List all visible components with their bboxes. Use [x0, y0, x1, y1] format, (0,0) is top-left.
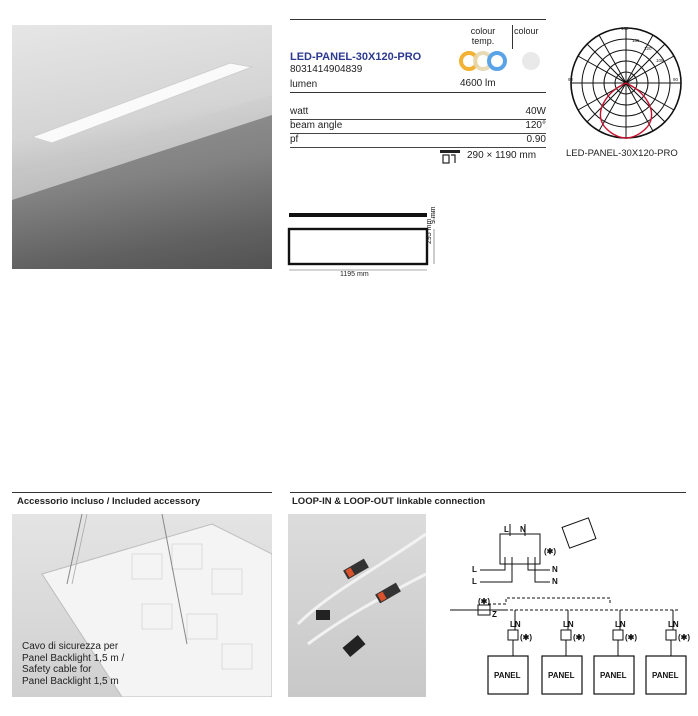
- wire-label: N: [520, 525, 526, 534]
- lumen-value: 4600 lm: [460, 78, 496, 89]
- dim-height: 295 mm: [426, 218, 433, 244]
- recessed-mount-icon: [440, 148, 460, 166]
- ln-label: LN: [668, 620, 679, 629]
- polar-diagram: [566, 22, 686, 144]
- panel-label: PANEL: [652, 671, 679, 680]
- star-label: (✱): [520, 633, 533, 642]
- header-divider: [512, 25, 513, 49]
- star-label: (✱): [478, 597, 491, 606]
- accessory-title: Accessorio incluso / Included accessory: [17, 496, 201, 507]
- product-name: LED-PANEL-30X120-PRO: [290, 51, 422, 63]
- connector-photo: [288, 514, 426, 697]
- dim-depth: 9 mm: [430, 206, 437, 224]
- star-label: (✱): [544, 547, 557, 556]
- wire-label: L: [504, 525, 509, 534]
- polar-label: 120: [644, 46, 652, 51]
- section-rule-right: [290, 492, 686, 493]
- spec-value: 120°: [525, 120, 546, 131]
- product-code: 8031414904839: [290, 64, 363, 75]
- panel-label: PANEL: [600, 671, 627, 680]
- spec-label: pf: [290, 134, 299, 145]
- spec-value: 40W: [525, 106, 546, 117]
- ln-label: LN: [563, 620, 574, 629]
- z-label: Z: [492, 610, 497, 619]
- size-text: 290 × 1190 mm: [467, 150, 537, 161]
- colour-white-icon: [520, 50, 542, 72]
- header-bottom-rule: [290, 92, 546, 93]
- polar-label: 180: [621, 26, 629, 31]
- star-label: (✱): [625, 633, 638, 642]
- polar-label: 135: [632, 38, 640, 43]
- spec-value: 0.90: [526, 134, 546, 145]
- lumen-label: lumen: [290, 79, 318, 90]
- polar-label: 90: [673, 77, 679, 82]
- spec-label: watt: [290, 106, 309, 117]
- product-photo: [12, 25, 272, 269]
- star-label: (✱): [678, 633, 690, 642]
- section-rule-left: [12, 492, 272, 493]
- spec-row-beam-angle: [290, 120, 546, 134]
- panel-label: PANEL: [548, 671, 575, 680]
- panel-label: PANEL: [494, 671, 521, 680]
- wire-label: N: [552, 565, 558, 574]
- polar-caption: LED-PANEL-30X120-PRO: [566, 148, 678, 159]
- ln-label: LN: [510, 620, 521, 629]
- wire-label: L: [472, 565, 477, 574]
- wire-label: N: [552, 577, 558, 586]
- spec-label: beam angle: [290, 120, 343, 131]
- star-label: (✱): [573, 633, 586, 642]
- ln-label: LN: [615, 620, 626, 629]
- polar-label: 105: [656, 58, 664, 63]
- accessory-caption: Cavo di sicurezza per Panel Backlight 1,5 m / Safety cable for Panel Backlight 1,5 m: [22, 641, 125, 687]
- top-rule: [290, 19, 546, 20]
- colour-temp-icon: [458, 50, 510, 72]
- loop-title: LOOP-IN & LOOP-OUT linkable connection: [292, 496, 486, 507]
- spec-row-watt: [290, 106, 546, 120]
- polar-label: 90: [568, 77, 574, 82]
- dimension-drawing: [284, 204, 444, 280]
- colour-temp-label: colour temp.: [470, 26, 496, 46]
- colour-label: colour: [514, 26, 539, 36]
- wiring-diagram: [440, 512, 690, 702]
- wire-label: L: [472, 577, 477, 586]
- spec-row-pf: [290, 134, 546, 148]
- dim-width: 1195 mm: [340, 271, 369, 278]
